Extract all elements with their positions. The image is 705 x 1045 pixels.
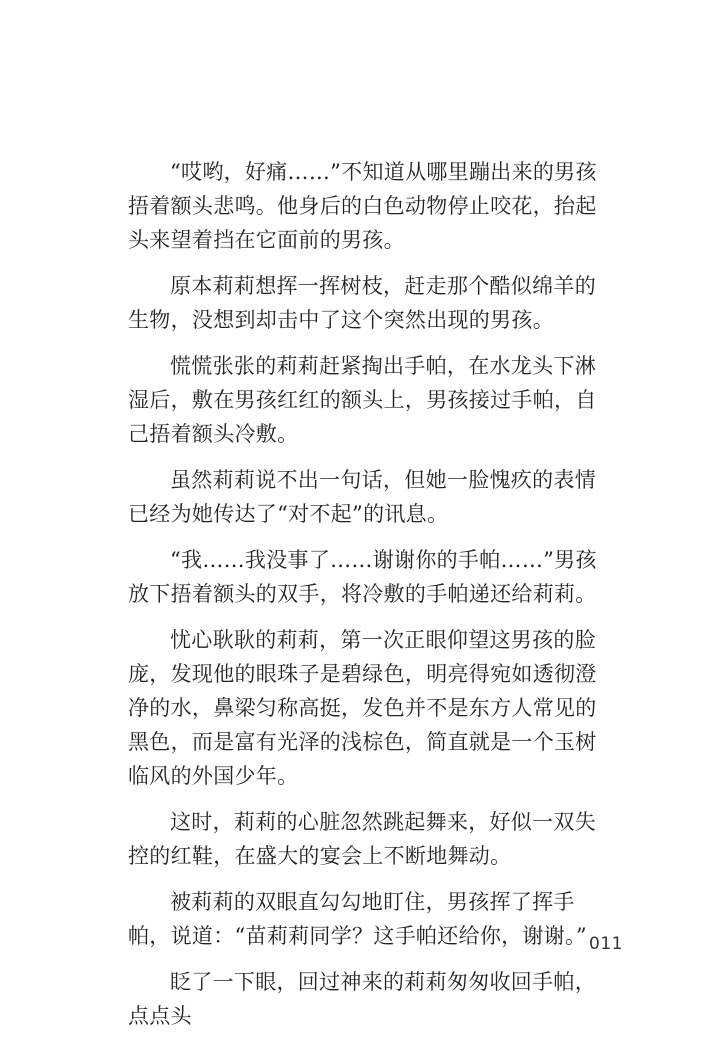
paragraph-2: 原本莉莉想挥一挥树枝，赶走那个酷似绵羊的生物，没想到却击中了这个突然出现的男孩。 xyxy=(128,274,596,332)
page-number: 011 xyxy=(589,934,623,954)
paragraph-5: “我……我没事了……谢谢你的手帕……”男孩放下捂着额头的双手，将冷敷的手帕递还给莉莉。 xyxy=(128,548,597,606)
paragraph-3: 慌慌张张的莉莉赶紧掏出手帕，在水龙头下淋湿后，敷在男孩红红的额头上，男孩接过手帕，自己捂着额头冷敷。 xyxy=(128,354,597,446)
paragraph-8: 被莉莉的双眼直勾勾地盯住，男孩挥了挥手帕，说道：“苗莉莉同学？这手帕还给你，谢谢。” xyxy=(128,890,587,948)
paragraph-7: 这时，莉莉的心脏忽然跳起舞来，好似一双失控的红鞋，在盛大的宴会上不断地舞动。 xyxy=(128,810,596,868)
paragraph-6: 忧心耿耿的莉莉，第一次正眼仰望这男孩的脸庞，发现他的眼珠子是碧绿色，明亮得宛如透彻澄净的水，鼻梁匀称高挺，发色并不是东方人常见的黑色，而是富有光泽的浅棕色，简直就是一个玉树临风的外国少年。 xyxy=(128,628,597,788)
paragraph-4: 虽然莉莉说不出一句话，但她一脸愧疚的表情已经为她传达了“对不起”的讯息。 xyxy=(128,468,596,526)
paragraph-1: “哎哟，好痛……”不知道从哪里蹦出来的男孩捂着额头悲鸣。他身后的白色动物停止咬花，抬起头来望着挡在它面前的男孩。 xyxy=(128,160,597,252)
body-text xyxy=(128,155,600,1045)
paragraph-9: 眨了一下眼，回过神来的莉莉匆匆收回手帕，点点头 xyxy=(128,970,596,1028)
